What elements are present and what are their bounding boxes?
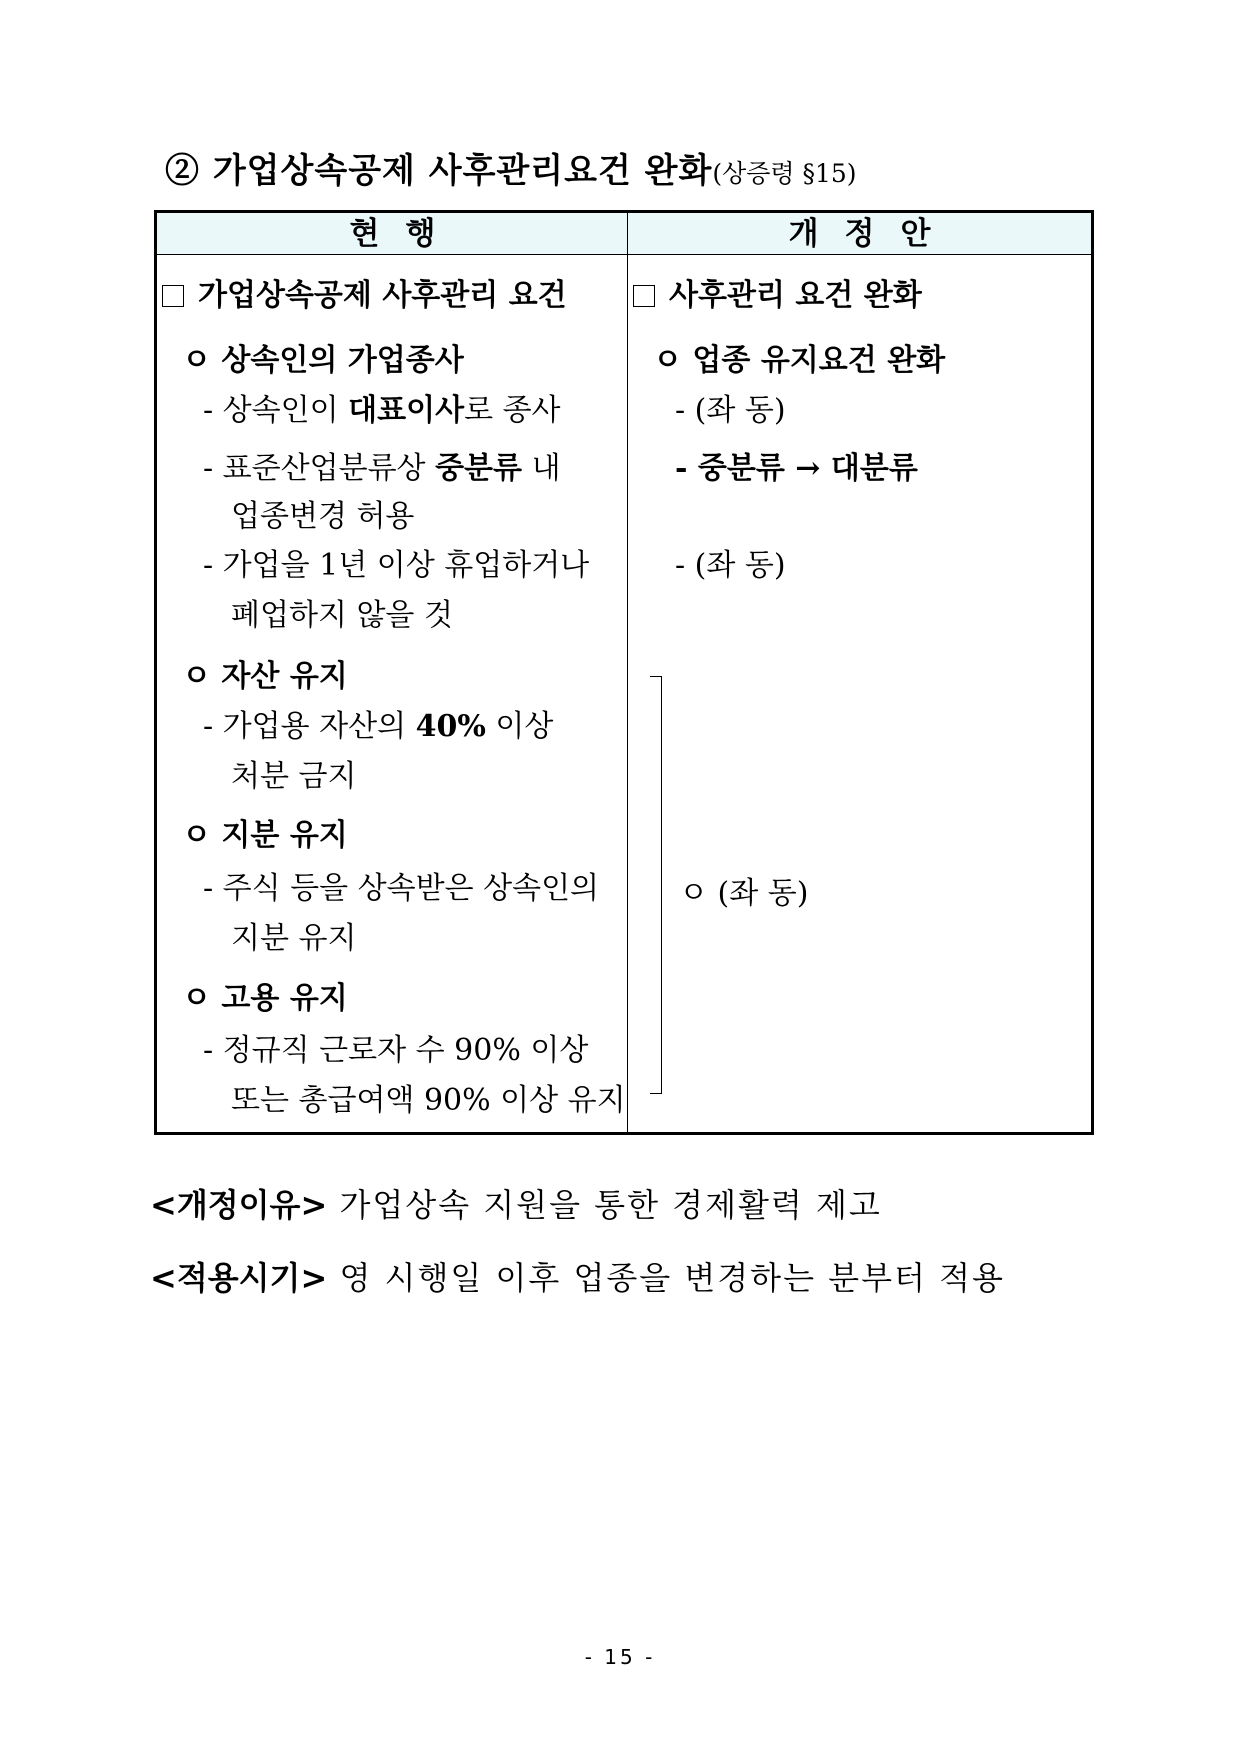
proposed-item-industry: ㅇ 업종 유지요건 완화: [653, 343, 946, 378]
section-title: ② 가업상속공제 사후관리요건 완화: [165, 151, 713, 191]
effective-date: [150, 1253, 1005, 1299]
header-current: 현행: [157, 213, 628, 255]
proposed-same-3: ㅇ (좌 동): [679, 876, 809, 911]
effective-label: <적용시기>: [150, 1259, 328, 1297]
current-sub-employment: - 정규직 근로자 수 90% 이상: [203, 1033, 589, 1068]
header-proposed: 개정안: [628, 213, 1091, 255]
proposed-same-1: - (좌 동): [675, 393, 786, 428]
current-sub-representative: - 상속인이 대표이사로 종사: [203, 393, 561, 428]
current-sub-asset-cont: 처분 금지: [231, 759, 357, 794]
proposed-change: - 중분류 → 대분류: [675, 451, 918, 486]
section-reference: (상증령 §15): [712, 159, 857, 188]
proposed-same-2: - (좌 동): [675, 548, 786, 583]
checkbox-square-icon: [162, 285, 184, 307]
column-divider: [627, 213, 628, 1132]
current-main-item: 가업상속공제 사후관리 요건: [162, 270, 567, 314]
effective-text: 영 시행일 이후 업종을 변경하는 분부터 적용: [327, 1259, 1005, 1297]
current-item-employment: ㅇ 고용 유지: [182, 981, 348, 1016]
checkbox-square-icon: [633, 285, 655, 307]
amendment-reason: [150, 1180, 882, 1226]
current-item-asset: ㅇ 자산 유지: [182, 659, 348, 694]
current-sub-asset: - 가업용 자산의 40% 이상: [203, 709, 554, 744]
current-sub-classification: - 표준산업분류상 중분류 내: [203, 451, 561, 486]
current-sub-closure: - 가업을 1년 이상 휴업하거나: [203, 548, 590, 583]
reason-label: <개정이유>: [150, 1186, 328, 1224]
bracket-line: [650, 676, 662, 1094]
proposed-main-item: 사후관리 요건 완화: [633, 270, 922, 314]
current-sub-employment-cont: 또는 총급여액 90% 이상 유지: [231, 1083, 626, 1118]
comparison-table: [154, 210, 1094, 1135]
page-number: - 15 -: [584, 1645, 656, 1669]
current-sub-equity-cont: 지분 유지: [231, 921, 357, 956]
current-sub-closure-cont: 폐업하지 않을 것: [231, 598, 453, 633]
current-sub-classification-cont: 업종변경 허용: [231, 499, 415, 534]
section-heading: [165, 143, 857, 192]
current-item-equity: ㅇ 지분 유지: [182, 818, 348, 853]
current-item-heir-engagement: ㅇ 상속인의 가업종사: [182, 343, 464, 378]
current-sub-equity: - 주식 등을 상속받은 상속인의: [203, 871, 600, 906]
reason-text: 가업상속 지원을 통한 경제활력 제고: [327, 1186, 882, 1224]
